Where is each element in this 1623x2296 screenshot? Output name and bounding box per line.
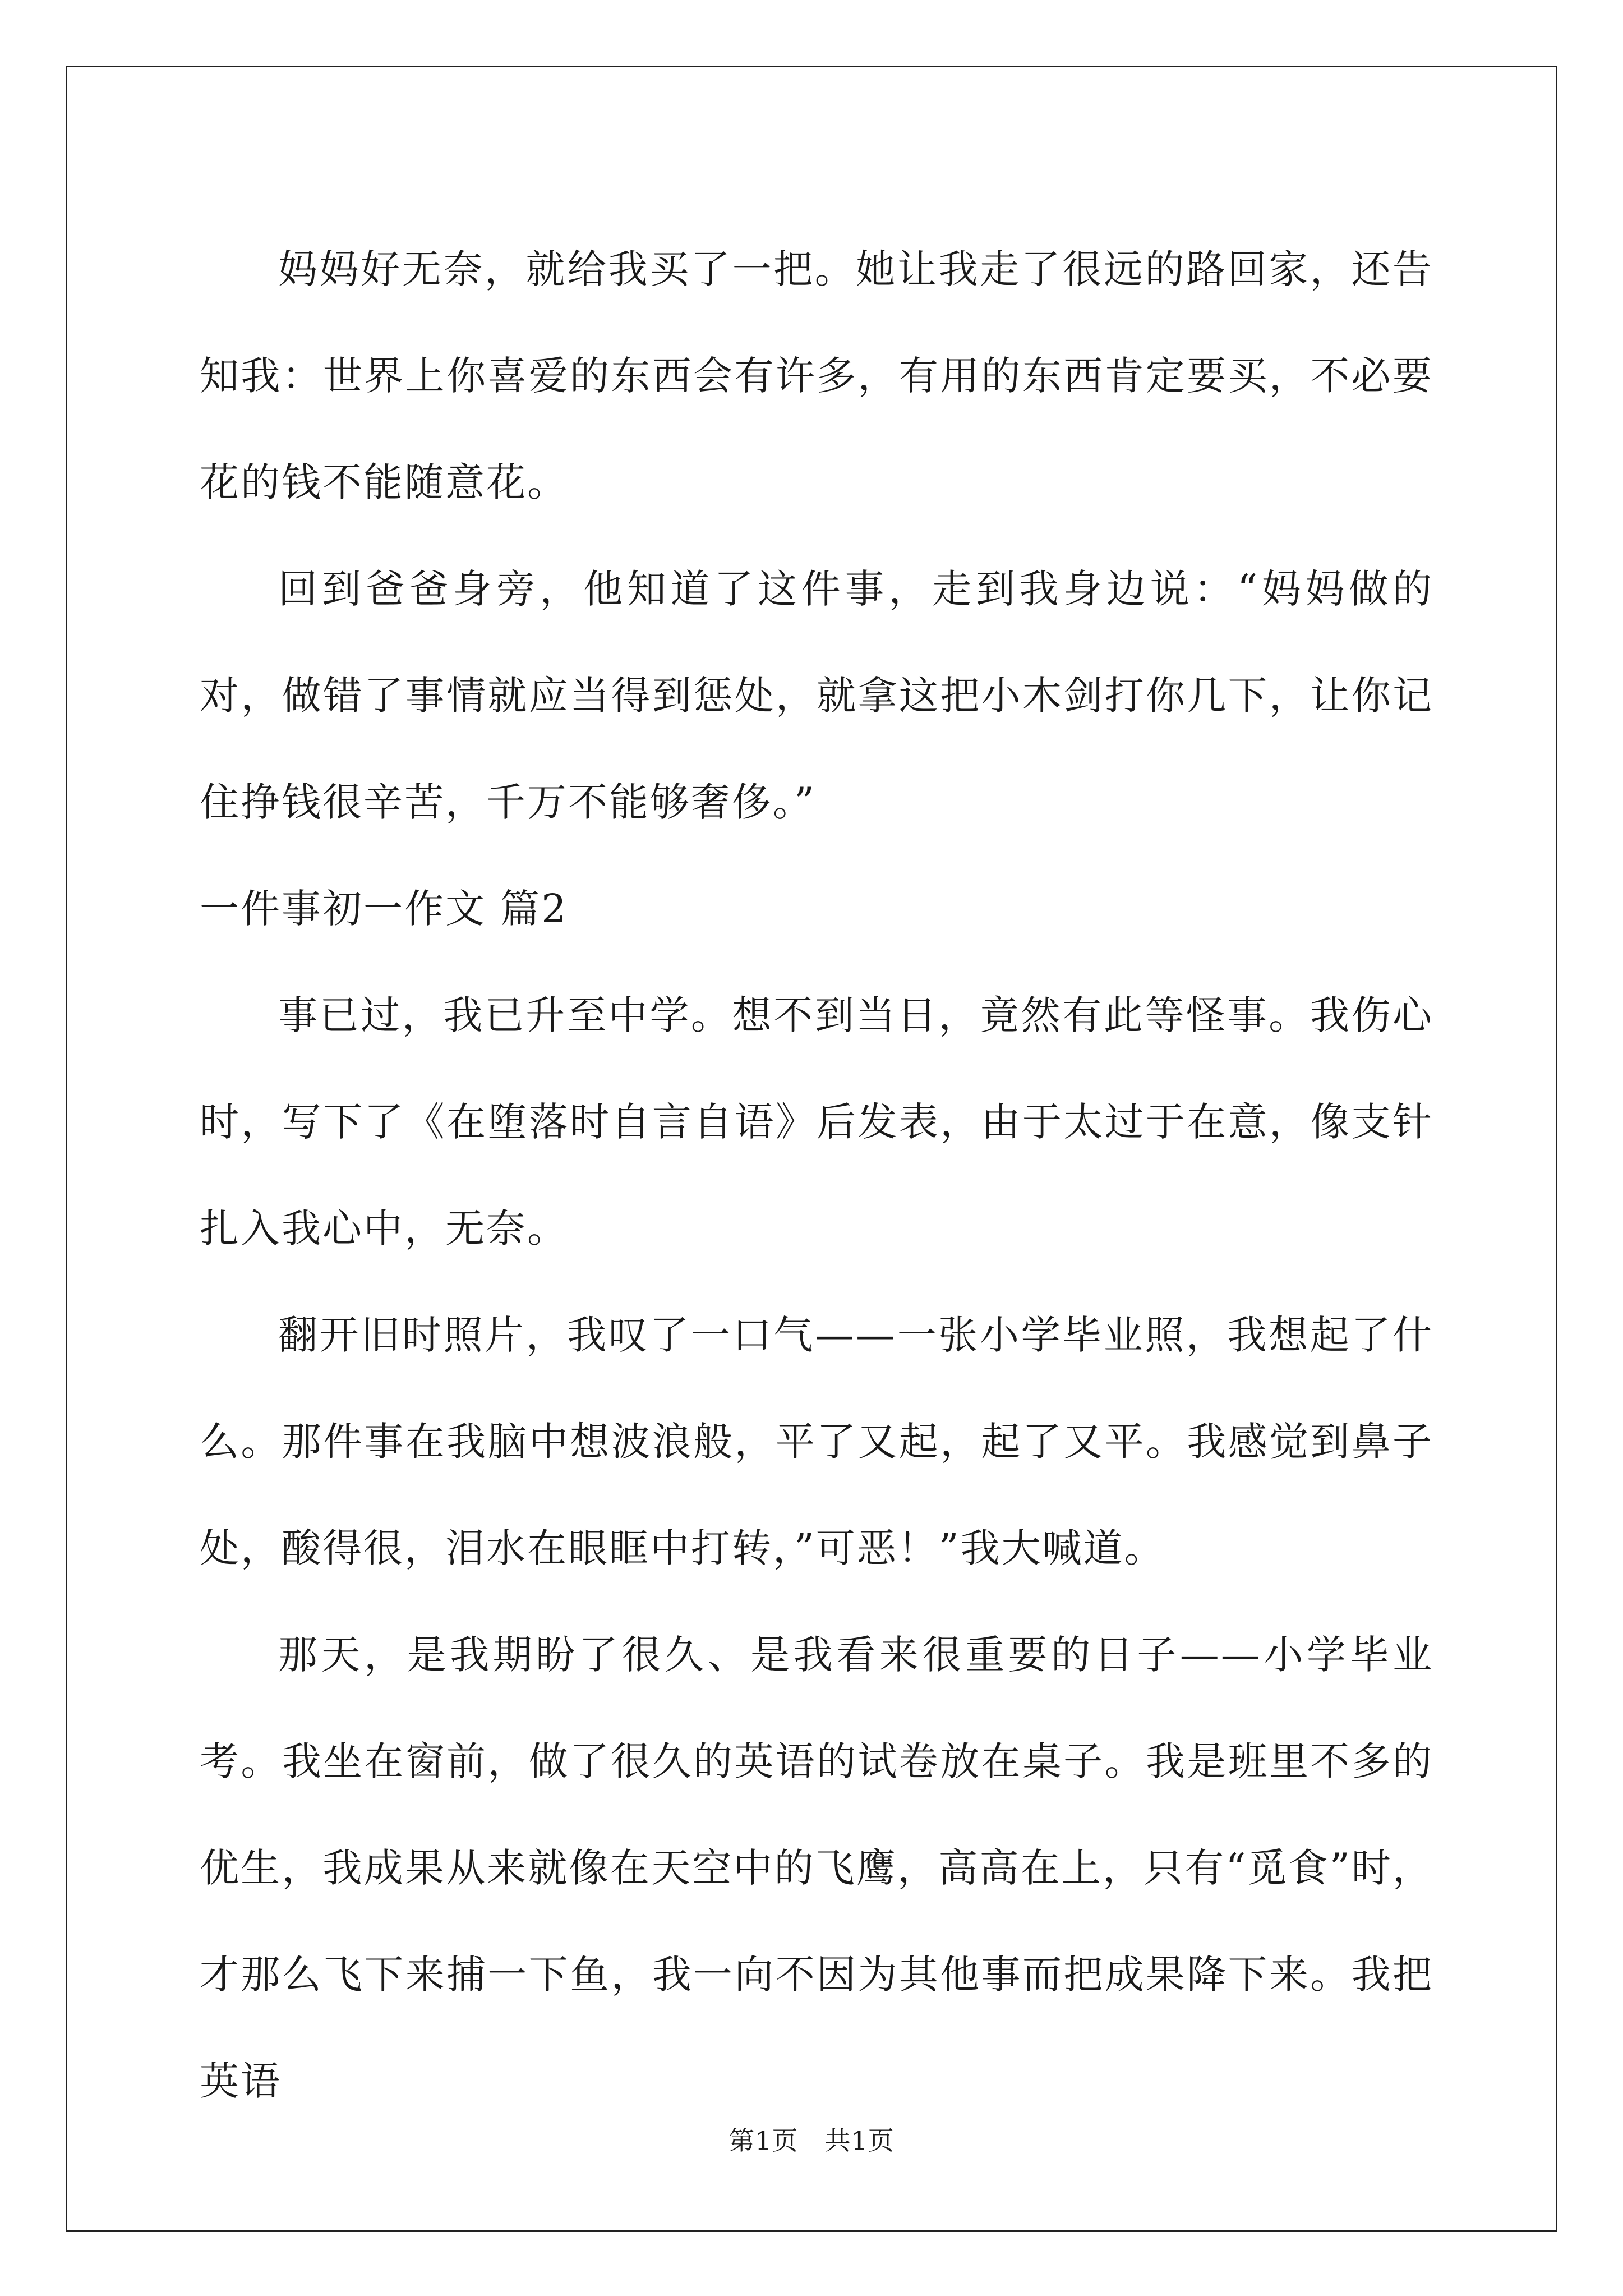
paragraph: 妈妈好无奈，就给我买了一把。她让我走了很远的路回家，还告知我：世界上你喜爱的东西会有许多，有用的东西肯定要买，不必要花的钱不能随意花。: [200, 246, 1433, 505]
section-heading: 一件事初一作文 篇2: [200, 886, 568, 932]
page-footer: 第1页 共1页: [728, 2125, 895, 2156]
document-body: [200, 216, 1433, 2134]
paragraph: 事已过，我已升至中学。想不到当日，竟然有此等怪事。我伤心时，写下了《在堕落时自言自语》后发表，由于太过于在意，像支针扎入我心中，无奈。: [200, 992, 1433, 1251]
paragraph: 翻开旧时照片，我叹了一口气——一张小学毕业照，我想起了什么。那件事在我脑中想波浪般，平了又起，起了又平。我感觉到鼻子处，酸得很，泪水在眼眶中打转，”可恶！”我大喊道。: [200, 1312, 1433, 1571]
paragraph: 回到爸爸身旁，他知道了这件事，走到我身边说：“妈妈做的对，做错了事情就应当得到惩处，就拿这把小木剑打你几下，让你记住挣钱很辛苦，千万不能够奢侈。”: [200, 566, 1433, 825]
paragraph: 那天，是我期盼了很久、是我看来很重要的日子——小学毕业考。我坐在窗前，做了很久的英语的试卷放在桌子。我是班里不多的优生，我成果从来就像在天空中的飞鹰，高高在上，只有“觅食”时，才那么飞下来捕一下鱼，我一向不因为其他事而把成果降下来。我把英语: [200, 1632, 1433, 2104]
